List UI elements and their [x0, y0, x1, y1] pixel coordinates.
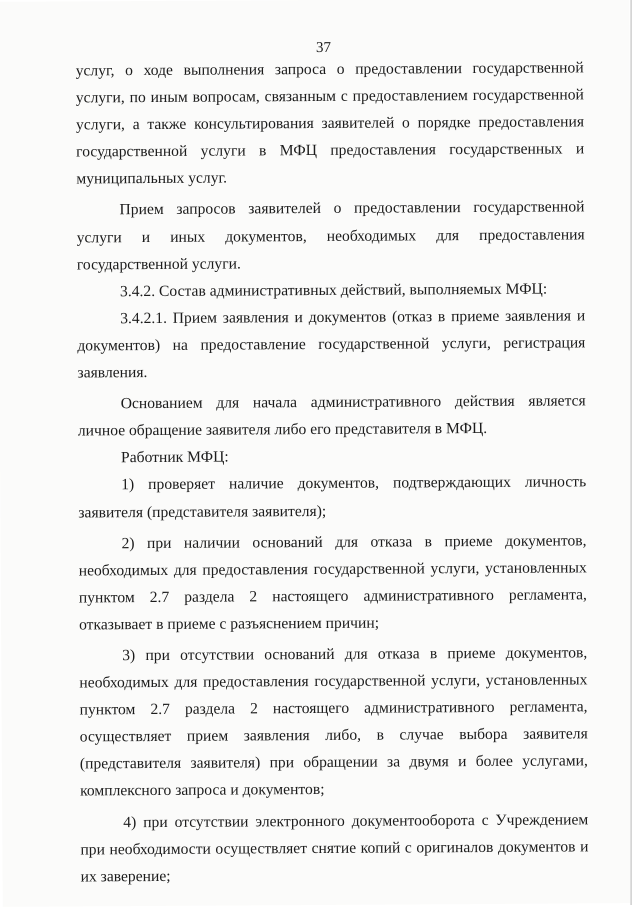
document-body: [76, 54, 589, 890]
paragraph-grounds-for-action: Основанием для начала административного действия является личное обращение заявителя либо его представителя в МФЦ.: [77, 392, 586, 440]
list-item-2-refusal: 2) при наличии оснований для отказа в приеме документов, необходимых для предоставления государственной услуги, установленных пунктом 2.7 раздела 2 настоящего административного регламента, отказывает в приеме с разъяснением причин;: [78, 531, 587, 634]
paragraph-mfc-worker: Работник МФЦ:: [120, 448, 229, 467]
list-item-1-identity-check: 1) проверяет наличие документов, подтверждающих личность заявителя (представителя заявителя);: [78, 473, 587, 521]
paragraph-section-3-4-2-heading: 3.4.2. Состав административных действий, выполняемых МФЦ:: [119, 280, 548, 300]
list-item-3-acceptance: 3) при отсутствии оснований для отказа в приеме документов, необходимых для предоставления государственной услуги, установленных пунктом 2.7 раздела 2 настоящего административного регламента, осуществляет прием заявления либо, в случае выбора заявителя (представителя заявителя) при обращении за двумя и более услугами, комплексного запроса и документов;: [79, 644, 588, 800]
paragraph-request-reception: Прием запросов заявителей о предоставлении государственной услуги и иных документов, необходимых для предоставления государственной услуги.: [76, 198, 585, 274]
paragraph-section-3-4-2-1: 3.4.2.1. Прием заявления и документов (отказ в приеме заявления и документов) на предоставление государственной услуги, регистрация заявления.: [77, 307, 586, 382]
page-number: 37: [315, 39, 332, 56]
paragraph-consultation-continuation: услуг, о ходе выполнения запроса о предоставлении государственной услуги, по иным вопросам, связанным с предоставлением государственной услуги, а также консультирования заявителей о порядке предоставления государственной услуги в МФЦ предоставления государственных и муниципальных услуг.: [75, 59, 585, 188]
list-item-4-copies: 4) при отсутствии электронного документооборота с Учреждением при необходимости осуществляет снятие копий с оригиналов документов и их заверение;: [80, 810, 589, 886]
